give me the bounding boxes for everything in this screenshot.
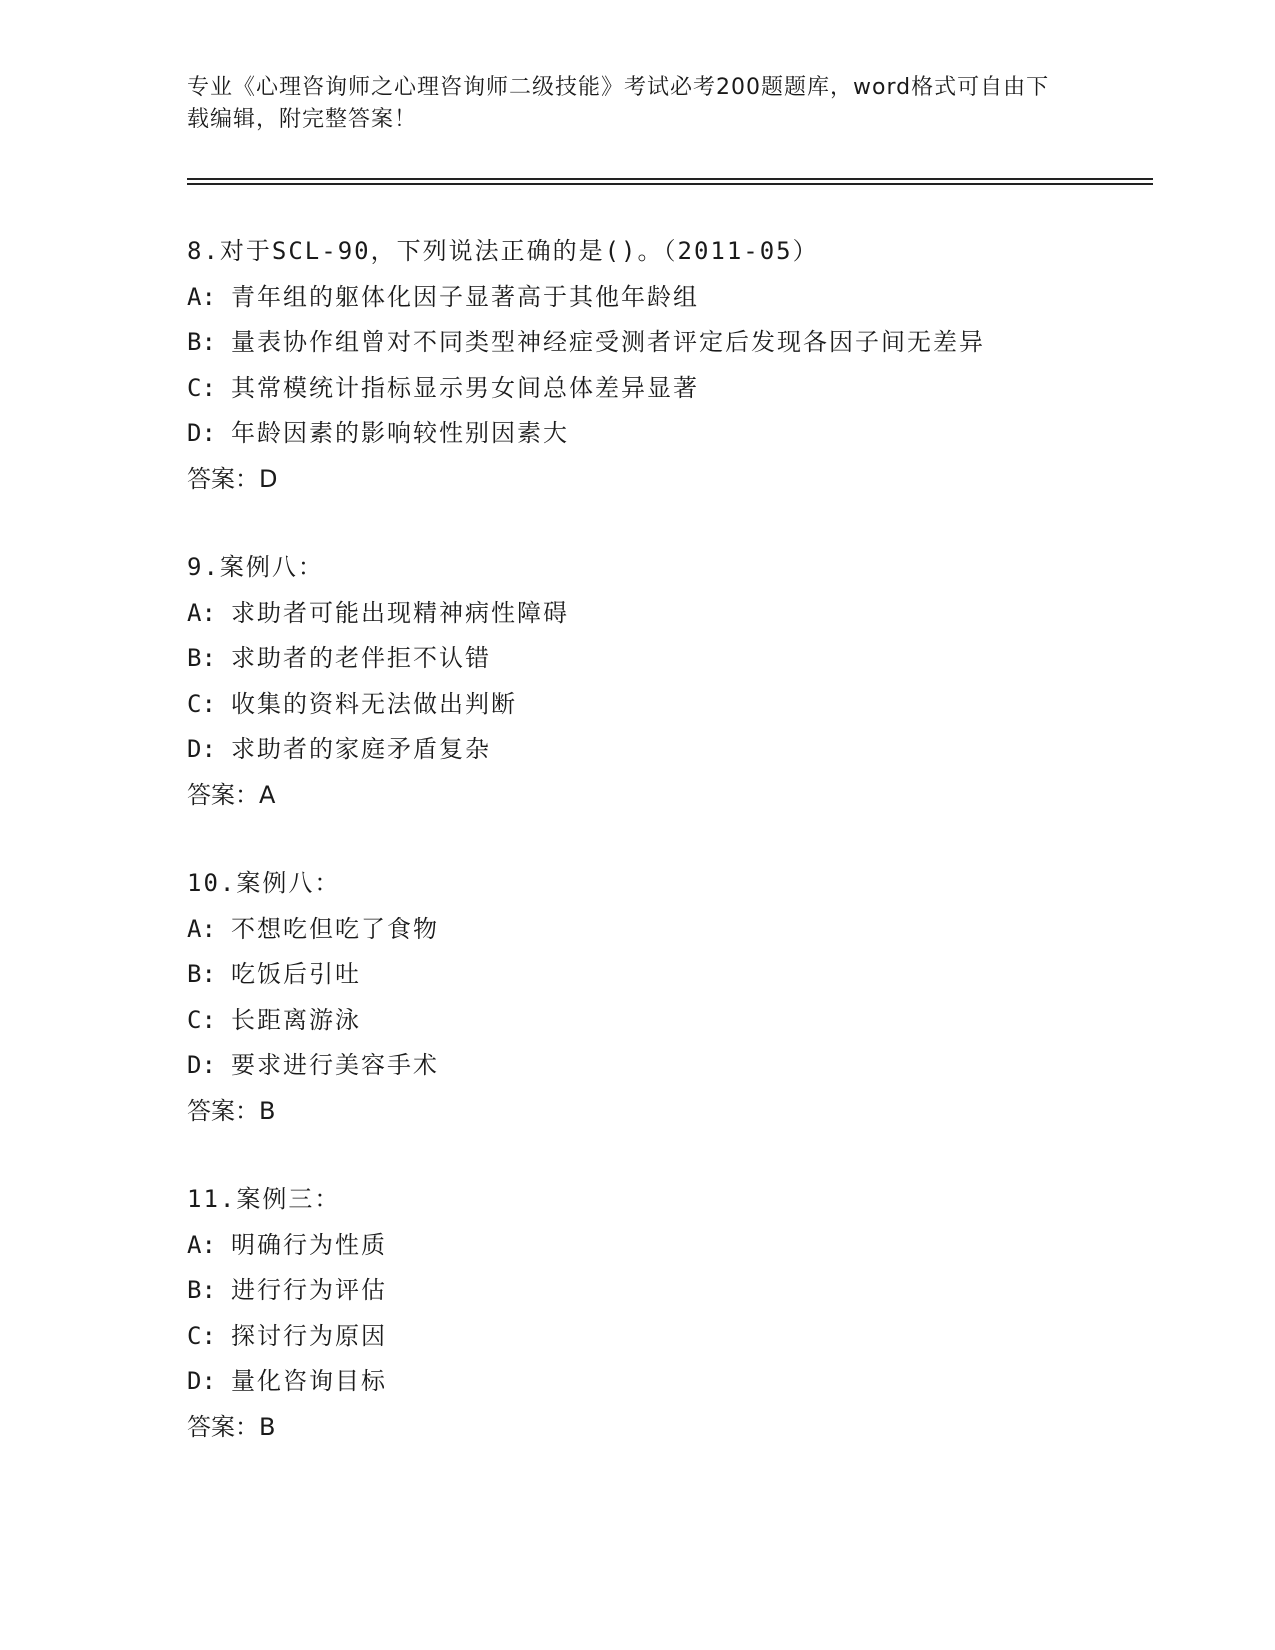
- option-c: [187, 366, 1187, 412]
- question-title: 10.案例八：: [187, 869, 341, 897]
- option-a: [187, 275, 1187, 321]
- option-text: 长距离游泳: [231, 1005, 361, 1034]
- answer-line: 答案：B: [187, 1412, 276, 1441]
- option-a: [187, 1223, 1187, 1269]
- option-a: [187, 907, 1187, 953]
- option-text: 求助者的老伴拒不认错: [231, 644, 491, 672]
- option-letter: A:: [187, 914, 216, 943]
- question-11: [187, 1177, 1187, 1450]
- option-d: [187, 1359, 1187, 1405]
- option-letter: C:: [187, 373, 216, 402]
- question-title: 9.案例八：: [187, 553, 324, 581]
- option-letter: A:: [187, 1230, 216, 1259]
- answer-line: 答案：B: [187, 1096, 276, 1125]
- option-letter: A:: [187, 282, 216, 311]
- answer-line: 答案：D: [187, 464, 278, 493]
- option-letter: A:: [187, 598, 216, 627]
- option-text: 年龄因素的影响较性别因素大: [231, 419, 569, 447]
- option-c: [187, 682, 1187, 728]
- option-letter: B:: [187, 328, 216, 356]
- option-text: 不想吃但吃了食物: [231, 914, 439, 943]
- option-a: [187, 591, 1187, 637]
- option-text: 进行行为评估: [231, 1276, 387, 1304]
- option-letter: C:: [187, 1321, 216, 1350]
- question-9: [187, 545, 1187, 818]
- document-intro: 专业《心理咨询师之心理咨询师二级技能》考试必考200题题库，word格式可自由下载编辑，附完整答案！: [187, 75, 1050, 132]
- question-title: 11.案例三：: [187, 1185, 341, 1213]
- option-text: 要求进行美容手术: [231, 1051, 439, 1079]
- option-b: [187, 1268, 1187, 1314]
- option-text: 求助者可能出现精神病性障碍: [231, 598, 569, 627]
- option-letter: B:: [187, 960, 216, 988]
- option-letter: D:: [187, 735, 216, 763]
- option-letter: B:: [187, 644, 216, 672]
- option-text: 探讨行为原因: [231, 1321, 387, 1350]
- option-b: [187, 320, 1187, 366]
- option-letter: C:: [187, 1005, 216, 1034]
- option-b: [187, 636, 1187, 682]
- question-10: [187, 861, 1187, 1134]
- option-letter: D:: [187, 1367, 216, 1395]
- option-text: 量表协作组曾对不同类型神经症受测者评定后发现各因子间无差异: [231, 328, 985, 356]
- option-text: 收集的资料无法做出判断: [231, 689, 517, 718]
- option-d: [187, 727, 1187, 773]
- answer-line: 答案：A: [187, 780, 276, 809]
- option-c: [187, 1314, 1187, 1360]
- option-letter: D:: [187, 419, 216, 447]
- option-text: 吃饭后引吐: [231, 960, 361, 988]
- option-letter: B:: [187, 1276, 216, 1304]
- header-divider-top: [187, 178, 1153, 180]
- option-b: [187, 952, 1187, 998]
- option-text: 其常模统计指标显示男女间总体差异显著: [231, 373, 699, 402]
- header-divider-bottom: [187, 183, 1153, 185]
- option-text: 明确行为性质: [231, 1230, 387, 1259]
- question-8: [187, 229, 1187, 502]
- option-d: [187, 1043, 1187, 1089]
- option-text: 量化咨询目标: [231, 1367, 387, 1395]
- question-title: 8.对于SCL-90，下列说法正确的是()。（2011-05）: [187, 237, 819, 265]
- option-letter: D:: [187, 1051, 216, 1079]
- option-d: [187, 411, 1187, 457]
- option-c: [187, 998, 1187, 1044]
- option-letter: C:: [187, 689, 216, 718]
- option-text: 求助者的家庭矛盾复杂: [231, 735, 491, 763]
- option-text: 青年组的躯体化因子显著高于其他年龄组: [231, 282, 699, 311]
